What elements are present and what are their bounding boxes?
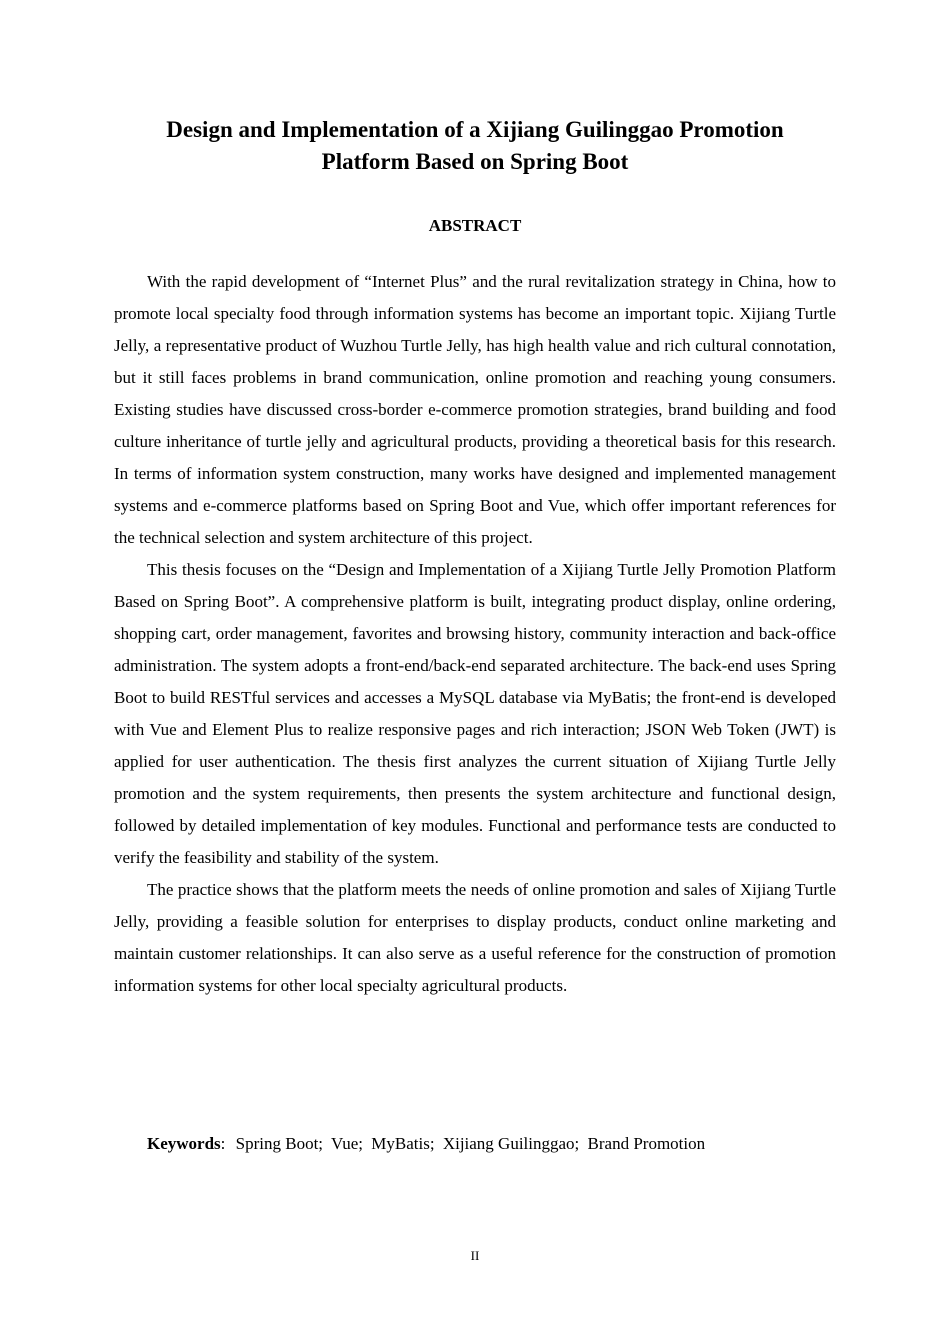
- keywords-label: Keywords: [147, 1134, 221, 1153]
- keyword-item: MyBatis;: [371, 1134, 435, 1153]
- abstract-paragraph-3: The practice shows that the platform meets the needs of online promotion and sales of Xijiang Turtle Jelly, providing a feasible solution for enterprises to display products, conduct online marketing and maintain customer relationships. It can also serve as a useful reference for the construction of promotion information systems for other local specialty agricultural products.: [114, 880, 836, 995]
- keywords-line: [147, 1128, 847, 1160]
- abstract-heading: ABSTRACT: [428, 216, 522, 235]
- paper-title-line-1: Design and Implementation of a Xijiang Guilinggao Promotion: [166, 117, 784, 142]
- paper-title-line-2: Platform Based on Spring Boot: [321, 149, 629, 174]
- keyword-item: Spring Boot;: [235, 1134, 324, 1153]
- abstract-body: [114, 266, 836, 1002]
- keyword-item: Brand Promotion: [587, 1134, 706, 1153]
- paper-title: [100, 114, 850, 178]
- keyword-item: Vue;: [330, 1134, 364, 1153]
- keyword-item: Xijiang Guilinggao;: [442, 1134, 580, 1153]
- abstract-paragraph-2: This thesis focuses on the “Design and Implementation of a Xijiang Turtle Jelly Promotion Platform Based on Spring Boot”. A comprehensive platform is built, integrating product display, online ordering, shopping cart, order management, favorites and browsing history, community interaction and back-office administration. The system adopts a front-end/back-end separated architecture. The back-end uses Spring Boot to build RESTful services and accesses a MySQL database via MyBatis; the front-end is developed with Vue and Element Plus to realize responsive pages and rich interaction; JSON Web Token (JWT) is applied for user authentication. The thesis first analyzes the current situation of Xijiang Turtle Jelly promotion and the system requirements, then presents the system architecture and functional design, followed by detailed implementation of key modules. Functional and performance tests are conducted to verify the feasibility and stability of the system.: [114, 560, 836, 867]
- abstract-paragraph-1: With the rapid development of “Internet Plus” and the rural revitalization strategy in China, how to promote local specialty food through information systems has become an important topic. Xijiang Turtle Jelly, a representative product of Wuzhou Turtle Jelly, has high health value and rich cultural connotation, but it still faces problems in brand communication, online promotion and reaching young consumers. Existing studies have discussed cross-border e-commerce promotion strategies, brand building and food culture inheritance of turtle jelly and agricultural products, providing a theoretical basis for this research. In terms of information system construction, many works have designed and implemented management systems and e-commerce platforms based on Spring Boot and Vue, which offer important references for the technical selection and system architecture of this project.: [114, 272, 836, 547]
- keywords-separator: :: [220, 1134, 226, 1153]
- page-number: II: [470, 1248, 480, 1263]
